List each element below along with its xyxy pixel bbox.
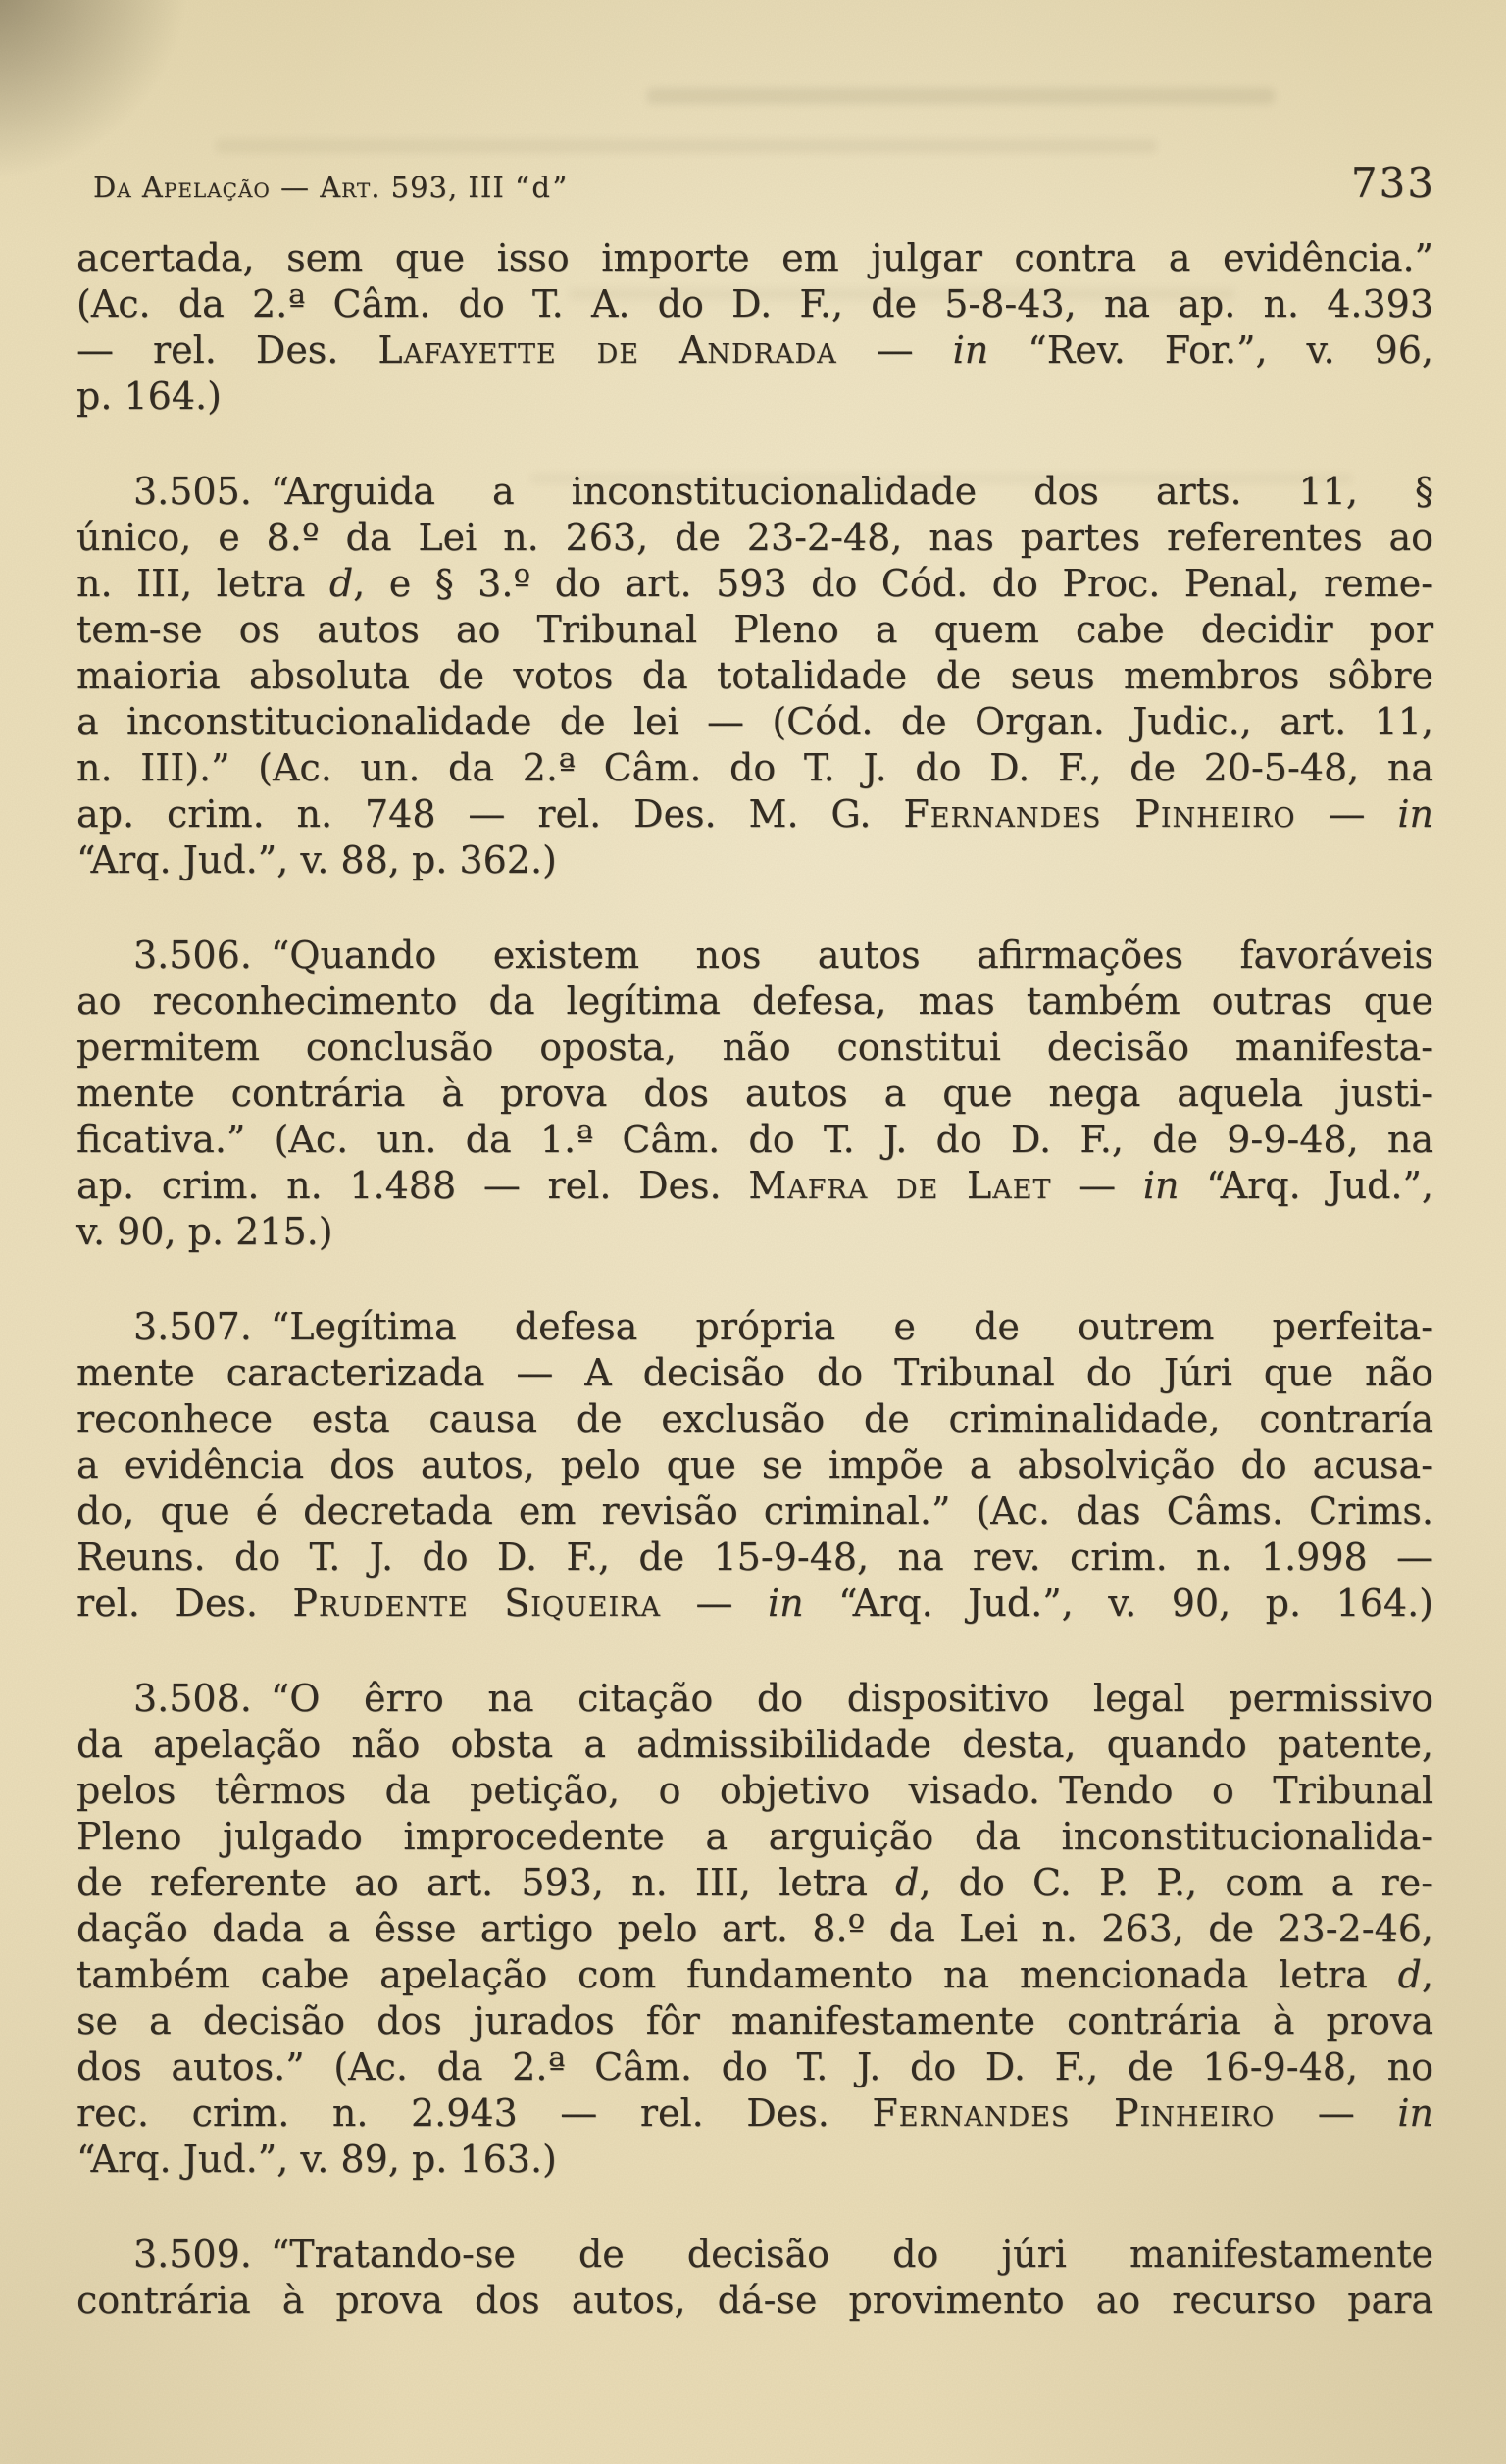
text-segment: Pleno julgado improcedente a arguição da inconstitucionalida-	[76, 1815, 1433, 1858]
text-segment: acertada, sem que isso importe em julgar contra a evidência.”	[76, 236, 1433, 279]
text-segment: ao reconhecimento da legítima defesa, mas também outras que	[76, 980, 1433, 1023]
text-segment: (Ac. da 2.ª Câm. do T. A. do D. F., de 5-8-43, na ap. n. 4.393	[76, 282, 1433, 326]
text-segment: n. III).” (Ac. un. da 2.ª Câm. do T. J. do D. F., de 20-5-48, na	[76, 746, 1433, 789]
text-segment: in	[1142, 1164, 1180, 1207]
text-line	[76, 979, 1433, 1025]
text-segment: Prudente Siqueira	[292, 1582, 662, 1625]
text-line	[76, 2278, 1433, 2324]
text-segment: também cabe apelação com fundamento na mencionada letra	[76, 1953, 1398, 1996]
text-line	[76, 1209, 1433, 1255]
paragraph-3.507	[76, 1304, 1433, 1627]
text-line	[76, 1998, 1433, 2044]
text-segment: maioria absoluta de votos da totalidade de seus membros sôbre	[76, 654, 1433, 697]
text-line	[76, 1396, 1433, 1442]
text-segment: mente caracterizada — A decisão do Tribunal do Júri que não	[76, 1351, 1433, 1394]
text-line	[76, 374, 1433, 420]
header-title	[93, 171, 570, 204]
text-line	[76, 699, 1433, 745]
text-line	[76, 1952, 1433, 1998]
text-segment: v. 90, p. 215.)	[76, 1210, 333, 1253]
text-segment: de referente ao art. 593, n. III, letra	[76, 1861, 896, 1904]
text-segment: pelos têrmos da petição, o objetivo visado. Tendo o Tribunal	[76, 1769, 1433, 1812]
text-segment: se a decisão dos jurados fôr manifestamente contrária à prova	[76, 1999, 1433, 2042]
text-segment: Fernandes Pinheiro	[872, 2091, 1276, 2135]
text-segment: “Arq. Jud.”, v. 88, p. 362.)	[76, 838, 557, 881]
text-segment: d	[895, 1861, 920, 1904]
text-line	[76, 515, 1433, 561]
text-segment: 3.507. “Legítima defesa própria e de outrem perfeita-	[133, 1305, 1433, 1348]
text-line	[76, 1304, 1433, 1350]
text-line	[76, 932, 1433, 979]
text-segment: “Arq. Jud.”,	[1179, 1164, 1433, 1207]
text-line	[76, 791, 1433, 837]
text-segment: ,	[1421, 1953, 1433, 1996]
text-segment: a inconstitucionalidade de lei — (Cód. de Organ. Judic., art. 11,	[76, 700, 1433, 743]
text-segment: contrária à prova dos autos, dá-se provimento ao recurso para	[76, 2279, 1433, 2322]
page-number: 733	[1350, 159, 1435, 207]
text-segment: dação dada a êsse artigo pelo art. 8.º da Lei n. 263, de 23-2-46,	[76, 1907, 1433, 1950]
text-segment: —	[1275, 2091, 1398, 2135]
paragraph-3.506	[76, 932, 1433, 1255]
running-header	[93, 159, 1435, 207]
text-segment: in	[952, 328, 989, 372]
text-line	[76, 2137, 1433, 2183]
text-segment: —	[1295, 792, 1398, 835]
text-segment: in	[767, 1582, 804, 1625]
text-segment: in	[1397, 2091, 1433, 2135]
text-segment: tem-se os autos ao Tribunal Pleno a quem cabe decidir por	[76, 608, 1433, 651]
text-line	[76, 561, 1433, 607]
text-line	[76, 1534, 1433, 1581]
text-segment: “d”	[515, 171, 570, 204]
text-line	[76, 2090, 1433, 2137]
text-line	[76, 837, 1433, 883]
text-segment: d	[328, 562, 354, 605]
text-line	[76, 1860, 1433, 1906]
text-segment: mente contrária à prova dos autos a que nega aquela justi-	[76, 1072, 1433, 1115]
text-line	[76, 1906, 1433, 1952]
text-segment: Lafayette de Andrada	[377, 328, 837, 372]
text-segment: —	[836, 328, 953, 372]
text-segment: —	[661, 1582, 768, 1625]
text-segment: in	[1397, 792, 1433, 835]
text-segment: “Arq. Jud.”, v. 89, p. 163.)	[76, 2137, 557, 2181]
text-segment: rel. Des.	[76, 1582, 293, 1625]
text-line	[76, 607, 1433, 653]
text-segment: Fernandes Pinheiro	[903, 792, 1296, 835]
text-segment: rec. crim. n. 2.943 — rel. Des.	[76, 2091, 873, 2135]
text-segment: d	[1397, 1953, 1422, 1996]
text-line	[76, 1814, 1433, 1860]
text-line	[76, 327, 1433, 374]
text-block	[76, 235, 1433, 2324]
text-line	[76, 1676, 1433, 1722]
text-line	[76, 1117, 1433, 1163]
text-line	[76, 1071, 1433, 1117]
text-segment: , do C. P. P., com a re-	[919, 1861, 1433, 1904]
text-segment: p. 164.)	[76, 375, 222, 418]
text-line	[76, 1488, 1433, 1534]
text-segment: 3.509. “Tratando-se de decisão do júri manifestamente	[133, 2233, 1433, 2276]
text-segment: reconhece esta causa de exclusão de criminalidade, contraría	[76, 1397, 1433, 1440]
text-segment: , e § 3.º do art. 593 do Cód. do Proc. Penal, reme-	[353, 562, 1433, 605]
text-segment: ap. crim. n. 748 — rel. Des. M. G.	[76, 792, 904, 835]
text-segment: ficativa.” (Ac. un. da 1.ª Câm. do T. J. do D. F., de 9-9-48, na	[76, 1118, 1433, 1161]
text-segment: a evidência dos autos, pelo que se impõe a absolvição do acusa-	[76, 1443, 1433, 1486]
text-segment: “Arq. Jud.”, v. 90, p. 164.)	[803, 1582, 1433, 1625]
text-segment: — rel. Des.	[76, 328, 378, 372]
paragraph-3.509	[76, 2232, 1433, 2324]
text-line	[76, 1350, 1433, 1396]
text-line	[76, 1025, 1433, 1071]
text-segment: 3.505. “Arguida a inconstitucionalidade dos arts. 11, §	[133, 470, 1433, 513]
text-segment: dos autos.” (Ac. da 2.ª Câm. do T. J. do D. F., de 16-9-48, no	[76, 2045, 1433, 2088]
text-line	[76, 235, 1433, 281]
text-line	[76, 1581, 1433, 1627]
text-line	[76, 653, 1433, 699]
text-segment: Reuns. do T. J. do D. F., de 15-9-48, na rev. crim. n. 1.998 —	[76, 1535, 1433, 1579]
text-segment: n. III, letra	[76, 562, 329, 605]
text-line	[76, 2232, 1433, 2278]
text-segment: único, e 8.º da Lei n. 263, de 23-2-48, nas partes referentes ao	[76, 516, 1433, 559]
paragraph-3.508	[76, 1676, 1433, 2183]
text-segment: Da Apelação — Art. 593, III	[93, 171, 516, 204]
text-segment: —	[1051, 1164, 1143, 1207]
text-line	[76, 1768, 1433, 1814]
text-line	[76, 1163, 1433, 1209]
text-segment: Mafra de Laet	[748, 1164, 1052, 1207]
text-line	[76, 745, 1433, 791]
text-line	[76, 2044, 1433, 2090]
text-line	[76, 1442, 1433, 1488]
text-segment: da apelação não obsta a admissibilidade desta, quando patente,	[76, 1723, 1433, 1766]
text-line	[76, 1722, 1433, 1768]
text-line	[76, 469, 1433, 515]
text-segment: permitem conclusão oposta, não constitui decisão manifesta-	[76, 1026, 1433, 1069]
paragraph-continuation	[76, 235, 1433, 420]
text-segment: 3.508. “O êrro na citação do dispositivo legal permissivo	[133, 1677, 1433, 1720]
text-segment: ap. crim. n. 1.488 — rel. Des.	[76, 1164, 749, 1207]
text-segment: 3.506. “Quando existem nos autos afirmações favoráveis	[133, 933, 1433, 977]
show-through-artifact	[216, 139, 1157, 153]
show-through-artifact	[647, 88, 1275, 104]
text-segment: “Rev. For.”, v. 96,	[988, 328, 1433, 372]
paragraph-3.505	[76, 469, 1433, 883]
text-line	[76, 281, 1433, 327]
text-segment: do, que é decretada em revisão criminal.” (Ac. das Câms. Crims.	[76, 1489, 1433, 1533]
